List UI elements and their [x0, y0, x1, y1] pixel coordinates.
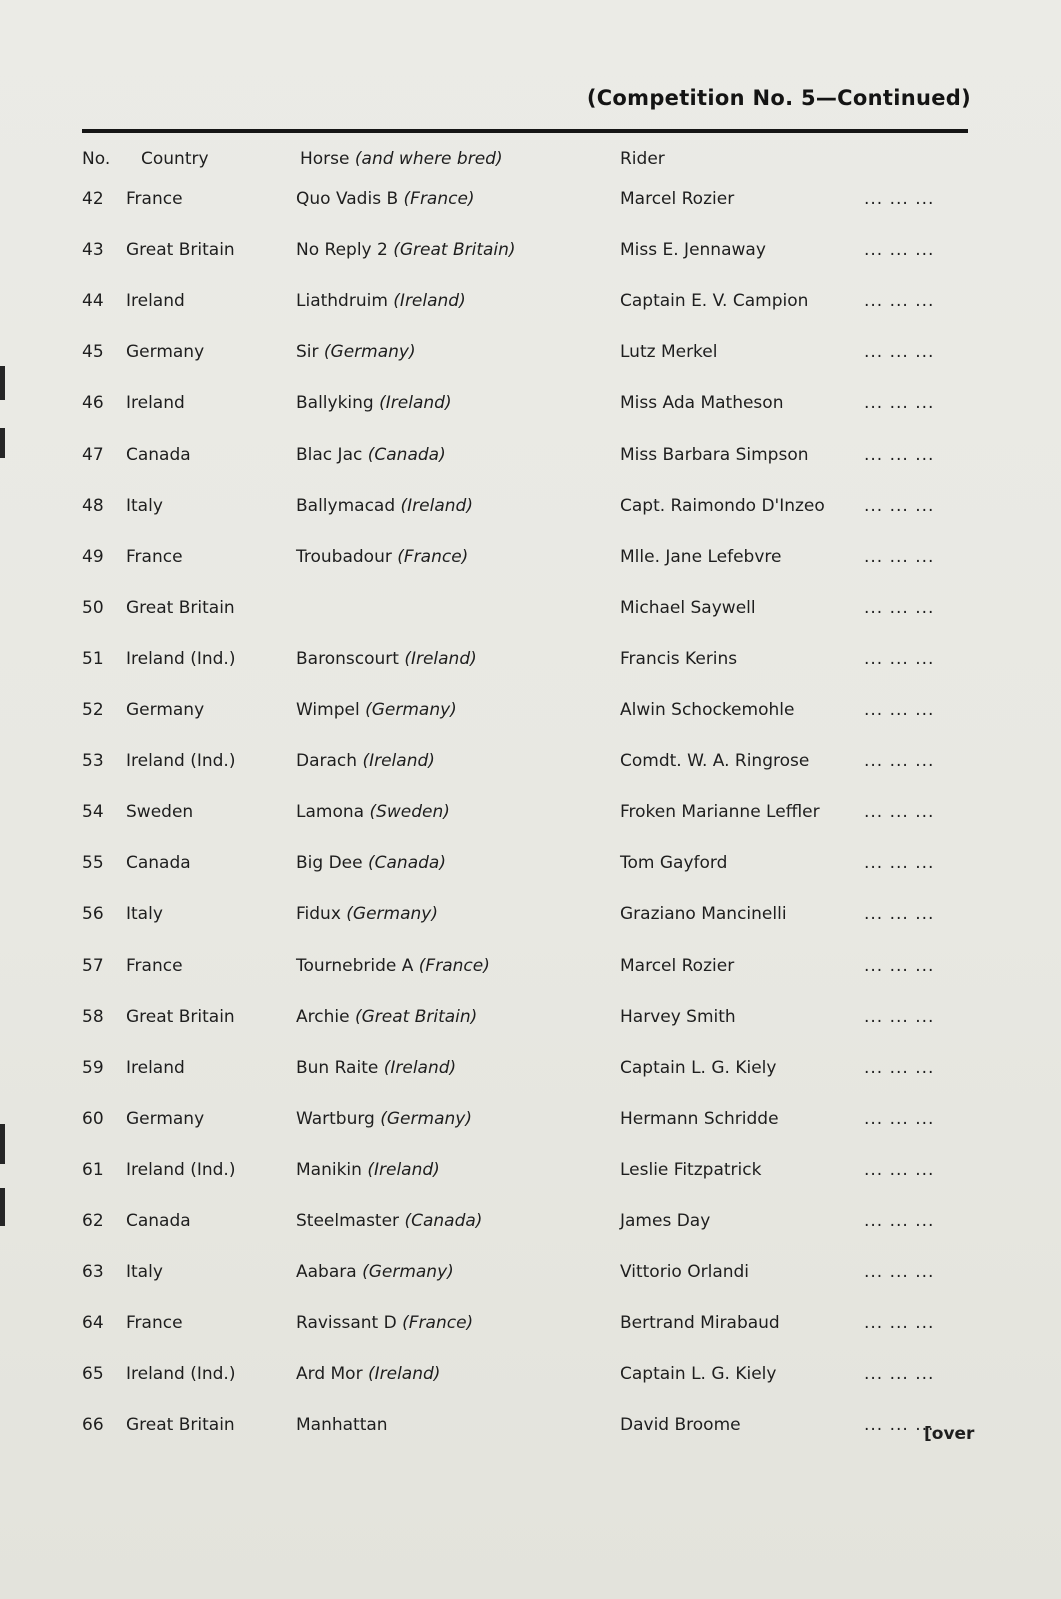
entry-rider: Captain L. G. Kiely: [620, 1058, 777, 1078]
entry-horse: [296, 189, 475, 209]
entry-horse-bred: (France): [397, 547, 469, 567]
entry-country: Ireland (Ind.): [126, 649, 236, 669]
entry-horse-bred: (Great Britain): [354, 1007, 478, 1027]
entry-horse: [296, 1109, 472, 1129]
entry-row: [0, 1109, 1061, 1135]
entry-rider: Marcel Rozier: [620, 956, 735, 976]
page-heading: (Competition No. 5—Continued): [586, 86, 971, 110]
entry-row: [0, 547, 1061, 573]
entry-number: 58: [82, 1007, 104, 1027]
entry-dots: ... ... ...: [864, 496, 935, 516]
entry-horse-name: Troubadour: [296, 547, 392, 567]
entry-number: 53: [82, 751, 104, 771]
entry-row: [0, 853, 1061, 879]
entry-dots: ... ... ...: [864, 1415, 935, 1435]
entry-country: Ireland (Ind.): [126, 751, 236, 771]
entry-country: France: [126, 547, 183, 567]
entry-country: Ireland (Ind.): [126, 1160, 236, 1180]
entry-horse: [296, 853, 446, 873]
entry-row: [0, 598, 1061, 624]
entry-rider: Francis Kerins: [620, 649, 738, 669]
entry-rider: Froken Marianne Leffler: [620, 802, 820, 822]
entry-horse-name: Tournebride A: [296, 956, 414, 976]
entry-row: [0, 649, 1061, 675]
entry-dots: ... ... ...: [864, 1058, 935, 1078]
entry-rider: Michael Saywell: [620, 598, 756, 618]
entry-horse-name: Ard Mor: [296, 1364, 363, 1384]
entry-row: [0, 1313, 1061, 1339]
entry-number: 64: [82, 1313, 104, 1333]
column-header-country: Country: [141, 149, 209, 169]
entry-number: 66: [82, 1415, 104, 1435]
entry-horse-name: Aabara: [296, 1262, 357, 1282]
entry-horse-bred: (France): [418, 956, 490, 976]
entry-number: 56: [82, 904, 104, 924]
entry-dots: ... ... ...: [864, 1109, 935, 1129]
entry-rider: Tom Gayford: [620, 853, 728, 873]
entry-row: [0, 751, 1061, 777]
entry-country: Germany: [126, 700, 205, 720]
entry-dots: ... ... ...: [864, 547, 935, 567]
entry-horse-name: Manhattan: [296, 1415, 388, 1435]
entry-country: Ireland: [126, 393, 185, 413]
entry-horse: [296, 393, 452, 413]
entry-dots: ... ... ...: [864, 393, 935, 413]
entry-horse: [296, 1415, 388, 1435]
entry-number: 45: [82, 342, 104, 362]
entry-horse: [296, 1058, 456, 1078]
entry-row: [0, 1007, 1061, 1033]
entry-horse-bred: (Canada): [367, 445, 446, 465]
entry-horse-name: Darach: [296, 751, 358, 771]
entry-horse-bred: (Canada): [368, 853, 446, 873]
entry-rider: Graziano Mancinelli: [620, 904, 787, 924]
entry-country: France: [126, 956, 183, 976]
entry-number: 50: [82, 598, 104, 618]
entry-rider: Captain L. G. Kiely: [620, 1364, 777, 1384]
entry-horse-bred: (Ireland): [383, 1058, 457, 1078]
entry-row: [0, 1415, 1061, 1441]
entry-rider: Lutz Merkel: [620, 342, 718, 362]
entry-horse: [296, 291, 466, 311]
entry-dots: ... ... ...: [864, 189, 935, 209]
entry-row: [0, 1364, 1061, 1390]
entry-horse-name: Wartburg: [296, 1109, 375, 1129]
entry-country: Great Britain: [126, 1007, 235, 1027]
entry-country: Ireland: [126, 1058, 185, 1078]
entry-rider: Comdt. W. A. Ringrose: [620, 751, 810, 771]
column-header-horse: [300, 149, 503, 169]
entry-row: [0, 342, 1061, 368]
entry-number: 54: [82, 802, 104, 822]
entry-horse-bred: (Germany): [323, 342, 416, 362]
entry-dots: ... ... ...: [864, 751, 935, 771]
entry-number: 49: [82, 547, 104, 567]
entry-horse-name: Fidux: [296, 904, 341, 924]
entry-horse-name: Quo Vadis B: [296, 189, 399, 209]
entry-number: 60: [82, 1109, 104, 1129]
entry-rider: James Day: [620, 1211, 711, 1231]
entry-number: 47: [82, 445, 104, 465]
entry-row: [0, 956, 1061, 982]
entry-rider: Hermann Schridde: [620, 1109, 779, 1129]
heading-rule: [82, 129, 968, 133]
entry-number: 52: [82, 700, 104, 720]
entry-dots: ... ... ...: [864, 445, 935, 465]
entry-row: [0, 1211, 1061, 1237]
entry-horse: [296, 240, 516, 260]
entry-row: [0, 802, 1061, 828]
entry-dots: ... ... ...: [864, 802, 935, 822]
entry-row: [0, 1262, 1061, 1288]
entry-horse: [296, 496, 473, 516]
entry-row: [0, 904, 1061, 930]
entry-row: [0, 393, 1061, 419]
entry-horse-bred: (Ireland): [379, 393, 452, 413]
entry-rider: Vittorio Orlandi: [620, 1262, 750, 1282]
binding-mark: [0, 366, 5, 400]
entry-horse-bred: (Ireland): [367, 1364, 441, 1384]
entry-number: 44: [82, 291, 104, 311]
entry-horse: [296, 904, 438, 924]
entry-horse-bred: (Germany): [380, 1109, 472, 1129]
entry-number: 65: [82, 1364, 104, 1384]
entry-horse-name: Wimpel: [296, 700, 360, 720]
entry-horse: [296, 751, 435, 771]
entry-rider: Miss Barbara Simpson: [620, 445, 809, 465]
entry-country: Germany: [126, 342, 205, 362]
entry-row: [0, 1160, 1061, 1186]
entry-horse-bred: (Germany): [346, 904, 438, 924]
entry-horse-bred: (France): [403, 189, 475, 209]
entry-rider: Mlle. Jane Lefebvre: [620, 547, 782, 567]
entry-number: 57: [82, 956, 104, 976]
entry-row: [0, 291, 1061, 317]
entry-horse-bred: (Ireland): [367, 1160, 440, 1180]
entry-horse: [296, 445, 446, 465]
entry-country: Canada: [126, 1211, 191, 1231]
entry-horse-bred: (Ireland): [362, 751, 435, 771]
entry-horse-name: Bun Raite: [296, 1058, 379, 1078]
entry-horse-name: Sir: [296, 342, 319, 362]
entry-dots: ... ... ...: [864, 904, 935, 924]
entry-rider: Miss E. Jennaway: [620, 240, 766, 260]
entry-rider: Captain E. V. Campion: [620, 291, 809, 311]
entry-horse: [296, 1313, 473, 1333]
entry-horse-bred: (Canada): [404, 1211, 483, 1231]
entry-horse-bred: (Germany): [362, 1262, 454, 1282]
entry-horse-bred: (Great Britain): [393, 240, 516, 260]
entry-row: [0, 189, 1061, 215]
entry-rider: Alwin Schockemohle: [620, 700, 795, 720]
entry-horse: [296, 1364, 440, 1384]
entry-dots: ... ... ...: [864, 1364, 935, 1384]
entry-horse: [296, 802, 450, 822]
entry-row: [0, 700, 1061, 726]
entry-dots: ... ... ...: [864, 598, 935, 618]
entry-number: 55: [82, 853, 104, 873]
entry-country: Ireland (Ind.): [126, 1364, 236, 1384]
entry-horse-bred: (Ireland): [400, 496, 473, 516]
entry-country: Sweden: [126, 802, 194, 822]
entry-number: 51: [82, 649, 104, 669]
entry-country: France: [126, 189, 183, 209]
entry-rider: David Broome: [620, 1415, 741, 1435]
entry-dots: ... ... ...: [864, 853, 935, 873]
entry-horse-bred: (France): [402, 1313, 474, 1333]
entry-dots: ... ... ...: [864, 240, 935, 260]
binding-mark: [0, 1124, 5, 1164]
entry-number: 42: [82, 189, 104, 209]
entry-rider: Leslie Fitzpatrick: [620, 1160, 762, 1180]
entry-horse: [296, 1160, 440, 1180]
entry-dots: ... ... ...: [864, 1211, 935, 1231]
entry-horse-bred: (Germany): [365, 700, 457, 720]
entry-horse: [296, 342, 416, 362]
entry-horse-name: Blac Jac: [296, 445, 363, 465]
entry-dots: ... ... ...: [864, 1007, 935, 1027]
entry-row: [0, 240, 1061, 266]
entry-dots: ... ... ...: [864, 1313, 935, 1333]
entry-number: 63: [82, 1262, 104, 1282]
entry-horse: [296, 547, 468, 567]
entry-horse-name: Big Dee: [296, 853, 363, 873]
column-header-horse-note: (and where bred): [354, 149, 503, 169]
column-header-rider: Rider: [620, 149, 665, 169]
entry-horse: [296, 1007, 477, 1027]
entry-rider: Marcel Rozier: [620, 189, 735, 209]
over-note: [over: [924, 1424, 975, 1444]
entry-country: Great Britain: [126, 240, 235, 260]
entry-horse-name: Ballymacad: [296, 496, 396, 516]
entry-dots: ... ... ...: [864, 700, 935, 720]
entry-horse-name: Archie: [296, 1007, 350, 1027]
entry-horse-name: Liathdruim: [296, 291, 388, 311]
entry-horse-name: No Reply 2: [296, 240, 388, 260]
entry-dots: ... ... ...: [864, 1262, 935, 1282]
entry-country: Great Britain: [126, 1415, 235, 1435]
entry-horse: [296, 1211, 482, 1231]
entry-horse-name: Lamona: [296, 802, 365, 822]
entry-horse-name: Ballyking: [296, 393, 374, 413]
entry-dots: ... ... ...: [864, 649, 935, 669]
entry-horse: [296, 956, 490, 976]
entry-dots: ... ... ...: [864, 291, 935, 311]
entry-horse-bred: (Ireland): [404, 649, 477, 669]
entry-horse-name: Baronscourt: [296, 649, 399, 669]
entry-horse-bred: (Ireland): [393, 291, 466, 311]
entry-horse-bred: (Sweden): [369, 802, 450, 822]
binding-mark: [0, 428, 5, 458]
entry-country: France: [126, 1313, 183, 1333]
entry-rider: Capt. Raimondo D'Inzeo: [620, 496, 825, 516]
entry-row: [0, 496, 1061, 522]
entry-country: Italy: [126, 904, 163, 924]
column-header-no: No.: [82, 149, 111, 169]
entry-dots: ... ... ...: [864, 956, 935, 976]
binding-mark: [0, 1188, 5, 1226]
entry-horse: [296, 649, 477, 669]
entry-number: 43: [82, 240, 104, 260]
entry-number: 46: [82, 393, 104, 413]
entry-number: 59: [82, 1058, 104, 1078]
entry-country: Germany: [126, 1109, 205, 1129]
entry-country: Italy: [126, 496, 163, 516]
entry-country: Canada: [126, 853, 191, 873]
entry-horse: [296, 700, 457, 720]
entry-row: [0, 1058, 1061, 1084]
entry-country: Canada: [126, 445, 191, 465]
entry-dots: ... ... ...: [864, 1160, 935, 1180]
entry-number: 61: [82, 1160, 104, 1180]
entry-rider: Bertrand Mirabaud: [620, 1313, 780, 1333]
entry-horse-name: Manikin: [296, 1160, 362, 1180]
entry-country: Great Britain: [126, 598, 235, 618]
entry-horse: [296, 1262, 454, 1282]
entry-country: Ireland: [126, 291, 185, 311]
entry-row: [0, 445, 1061, 471]
entry-rider: Harvey Smith: [620, 1007, 736, 1027]
entry-number: 62: [82, 1211, 104, 1231]
entry-dots: ... ... ...: [864, 342, 935, 362]
column-header-horse-label: Horse: [300, 149, 350, 169]
entry-horse-name: Steelmaster: [296, 1211, 400, 1231]
entry-rider: Miss Ada Matheson: [620, 393, 784, 413]
entry-number: 48: [82, 496, 104, 516]
entry-country: Italy: [126, 1262, 163, 1282]
entry-horse-name: Ravissant D: [296, 1313, 397, 1333]
